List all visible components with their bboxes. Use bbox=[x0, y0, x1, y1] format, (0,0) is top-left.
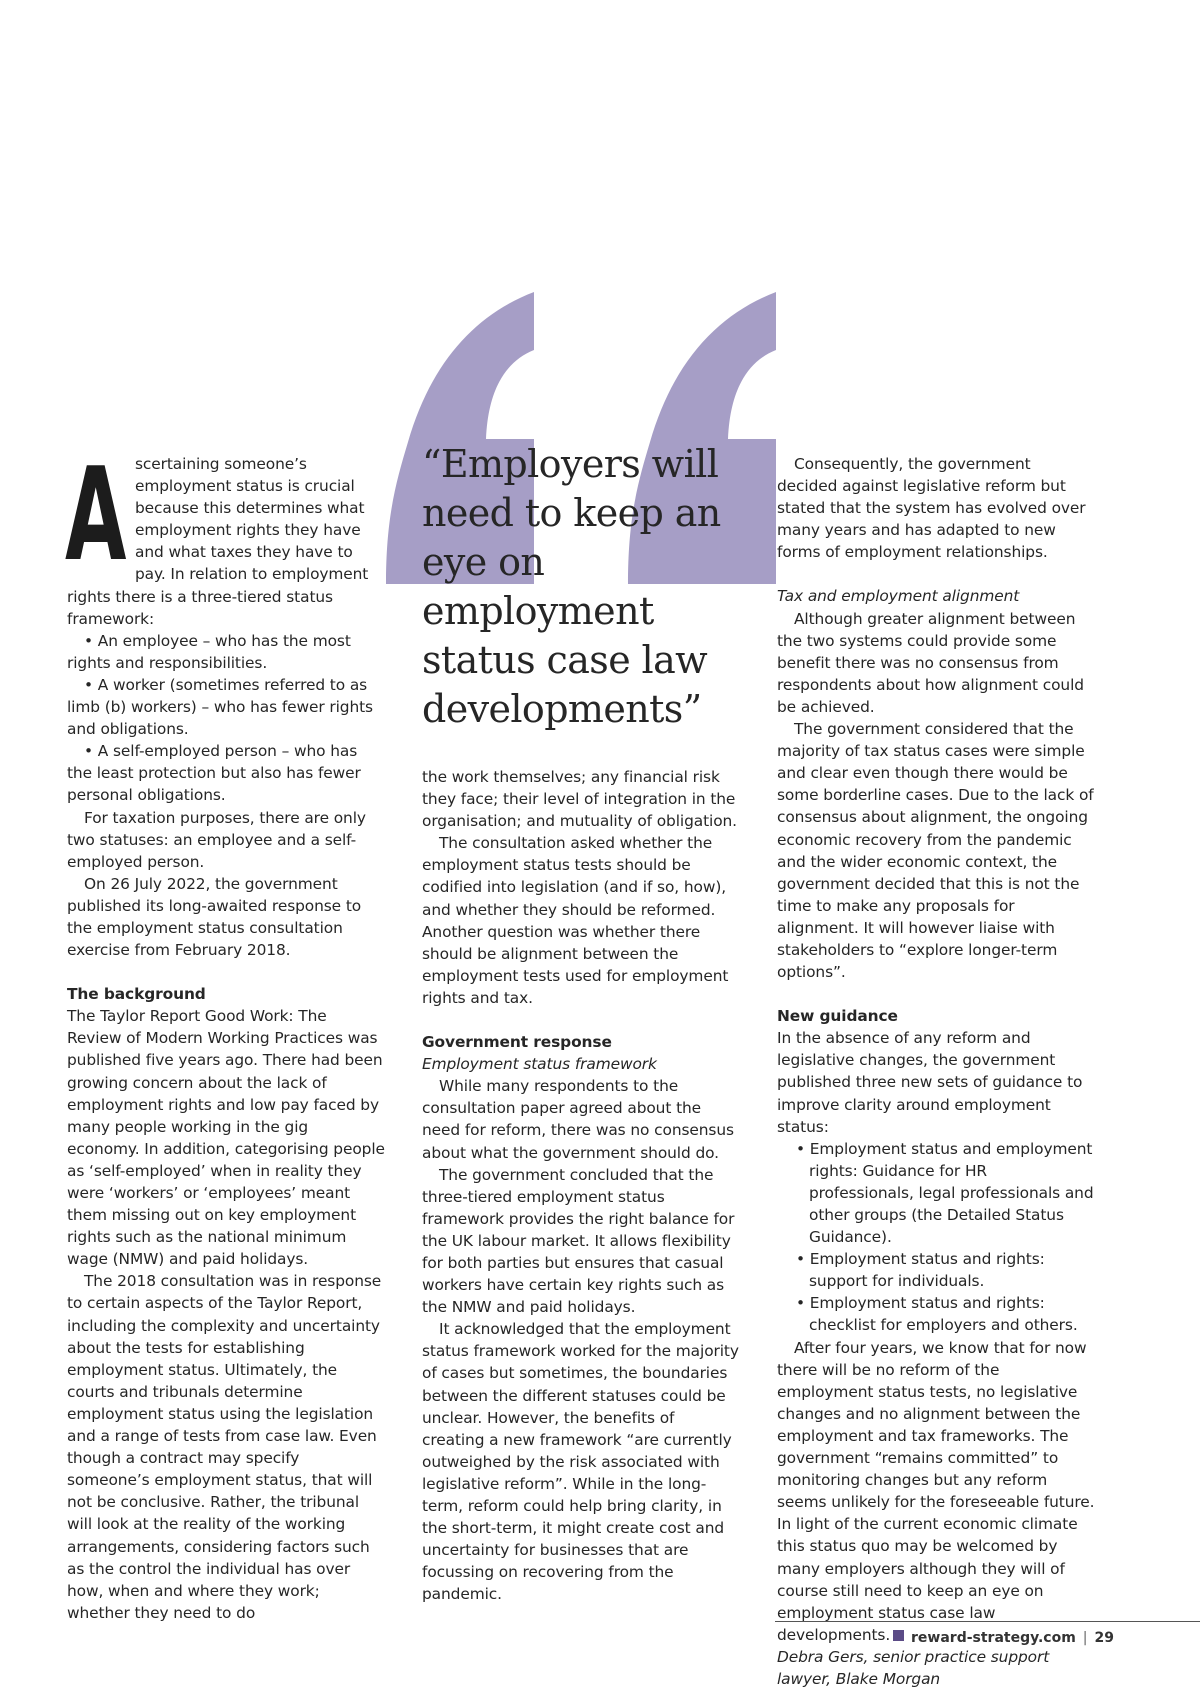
subheading: Tax and employment alignment bbox=[777, 587, 1020, 606]
intro-paragraph: scertaining someone’s employment status is crucial because this determines what employment rights they have and what taxes they have to pay. In relation to employment rights there is a three-tiered status framework: bbox=[67, 455, 369, 628]
section-heading: New guidance bbox=[777, 1007, 898, 1026]
bullet-self-employed: • A self-employed person – who has the least protection but also has fewer personal obligations. bbox=[67, 742, 361, 805]
paragraph: The 2018 consultation was in response to certain aspects of the Taylor Report, including the complexity and uncertainty about the tests for establishing employment status. Ultimately, the courts and tribunals determine employment status using the legislation and a range of tests from case law. Even though a contract may specify someone’s employment status, that will not be conclusive. Rather, the tribunal will look at the reality of the working arrangements, considering factors such as the control the individual has over how, when and where they work; whether they need to do bbox=[67, 1272, 382, 1622]
page-number: 29 bbox=[1094, 1630, 1114, 1646]
left-column bbox=[65, 441, 385, 1624]
bullet-guidance-hr: • Employment status and employment rights: Guidance for HR professionals, legal professionals and other groups (the Detailed Status Guidance). bbox=[777, 1138, 1095, 1248]
paragraph: The government concluded that the three-tiered employment status framework provides the right balance for the UK labour market. It allows flexibility for both parties but ensures that casual workers have certain key rights such as the NMW and paid holidays. bbox=[422, 1165, 735, 1317]
paragraph: Although greater alignment between the two systems could provide some benefit there was no consensus from respondents about how alignment could be achieved. bbox=[777, 609, 1084, 716]
bullet-worker: • A worker (sometimes referred to as limb (b) workers) – who has fewer rights and obligations. bbox=[67, 675, 373, 739]
closing-paragraph: After four years, we know that for now there will be no reform of the employment status tests, no legislative changes and no alignment between the employment and tax frameworks. The government “remains committed” to monitoring changes but any reform seems unlikely for the foreseeable future. In light of the current economic climate this status quo may be welcomed by many employers although they will of course still need to keep an eye on employment status case law developments. bbox=[777, 1338, 1095, 1644]
subheading: Employment status framework bbox=[422, 1055, 657, 1074]
section-heading: The background bbox=[67, 985, 206, 1004]
middle-column bbox=[422, 766, 740, 1605]
bullet-guidance-individuals: • Employment status and rights: support for individuals. bbox=[777, 1248, 1095, 1292]
author-byline: Debra Gers, senior practice support lawyer, Blake Morgan bbox=[777, 1647, 1050, 1688]
paragraph: The government considered that the majority of tax status cases were simple and clear even though there would be some borderline cases. Due to the lack of consensus about alignment, the ongoing economic recovery from the pandemic and the wider economic context, the government decided that this is not the time to make any proposals for alignment. It will however liaise with stakeholders to “explore longer-term options”. bbox=[777, 720, 1094, 982]
right-column bbox=[777, 453, 1095, 1690]
paragraph: While many respondents to the consultation paper agreed about the need for reform, there was no consensus about what the government should do. bbox=[422, 1077, 734, 1162]
footer-rule bbox=[775, 1621, 1200, 1622]
paragraph: It acknowledged that the employment status framework worked for the majority of cases but sometimes, the boundaries between the different statuses could be unclear. However, the benefits of creating a new framework “are currently outweighed by the risk associated with legislative reform”. While in the long-term, reform could help bring clarity, in the short-term, it might create cost and uncertainty for businesses that are focussing on recovering from the pandemic. bbox=[422, 1320, 739, 1604]
paragraph: The Taylor Report Good Work: The Review of Modern Working Practices was published five years ago. There had been growing concern about the lack of employment rights and low pay faced by many people working in the gig economy. In addition, categorising people as ‘self-employed’ when in reality they were ‘workers’ or ‘employees’ meant them missing out on key employment rights such as the national minimum wage (NMW) and paid holidays. bbox=[67, 1007, 385, 1269]
bullet-employee: • An employee – who has the most rights and responsibilities. bbox=[67, 631, 351, 672]
paragraph: the work themselves; any financial risk they face; their level of integration in the organisation; and mutuality of obligation. bbox=[422, 768, 737, 831]
paragraph: In the absence of any reform and legislative changes, the government published three new sets of guidance to improve clarity around employment status: bbox=[777, 1029, 1083, 1136]
bullet-guidance-checklist: • Employment status and rights: checklist for employers and others. bbox=[777, 1292, 1095, 1336]
pull-quote: “Employers will need to keep an eye on employment status case law developments” bbox=[422, 442, 721, 731]
page-footer bbox=[911, 1630, 1114, 1646]
paragraph: The consultation asked whether the employment status tests should be codified into legislation (and if so, how), and whether they should be reformed. Another question was whether there should be alignment between the employment tests used for employment rights and tax. bbox=[422, 834, 729, 1007]
paragraph: For taxation purposes, there are only two statuses: an employee and a self-employed person. bbox=[67, 808, 366, 871]
paragraph: Consequently, the government decided against legislative reform but stated that the system has evolved over many years and has adapted to new forms of employment relationships. bbox=[777, 455, 1086, 562]
paragraph: On 26 July 2022, the government published its long-awaited response to the employment status consultation exercise from February 2018. bbox=[67, 874, 362, 960]
footer-separator: | bbox=[1082, 1630, 1088, 1646]
section-heading: Government response bbox=[422, 1033, 612, 1052]
drop-cap: A bbox=[65, 441, 127, 590]
end-mark-icon bbox=[893, 1630, 904, 1641]
footer-site-link[interactable]: reward-strategy.com bbox=[911, 1630, 1076, 1646]
